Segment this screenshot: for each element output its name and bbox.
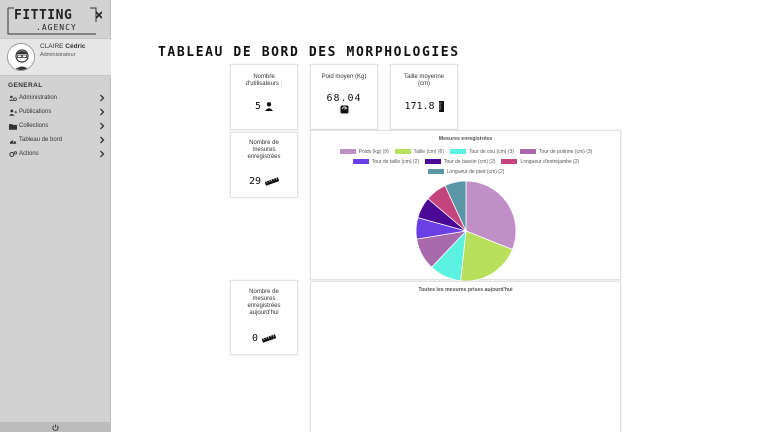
chevron-right-icon [99, 150, 105, 158]
sidebar [0, 0, 111, 432]
legend-label: Longueur d'entrejambe (2) [520, 158, 580, 165]
card-average-weight [310, 64, 378, 130]
chart-legend [331, 148, 601, 178]
legend-label: Poids (kg) (9) [358, 148, 389, 155]
legend-swatch [520, 149, 536, 154]
card-value: 29 [231, 176, 297, 187]
user-profile[interactable] [0, 38, 111, 76]
pie-chart [411, 176, 521, 286]
sidebar-item-label: Actions [19, 151, 39, 157]
legend-label: Taille (cm) (6) [413, 148, 444, 155]
card-value: 68.04 [311, 93, 377, 114]
sidebar-item-label: Tableau de bord [19, 137, 63, 143]
user-name: CLAIRE Cédric [40, 43, 86, 50]
legend-item[interactable] [353, 158, 419, 165]
user-role: Administrateur [40, 52, 76, 58]
sidebar-item-administration[interactable] [0, 91, 111, 105]
chevron-right-icon [99, 136, 105, 144]
ruler-vertical-icon [439, 101, 444, 112]
user-icon [265, 102, 273, 111]
legend-item[interactable] [395, 148, 444, 155]
legend-label: Tour de taille (cm) (2) [371, 158, 420, 165]
sidebar-item-label: Collections [19, 123, 49, 129]
legend-swatch [428, 169, 444, 174]
users-cog-icon [8, 94, 17, 102]
card-average-height [390, 64, 458, 130]
page-title: TABLEAU DE BORD DES MORPHOLOGIES [158, 45, 460, 60]
sidebar-item-actions[interactable] [0, 147, 111, 161]
power-icon [52, 424, 59, 431]
legend-swatch [501, 159, 517, 164]
card-value: 5 [231, 101, 297, 112]
logout-button[interactable] [0, 422, 111, 432]
panel-title: Toutes les mesures prises aujourd'hui [418, 287, 513, 293]
chevron-right-icon [99, 94, 105, 102]
legend-swatch [340, 149, 356, 154]
legend-item[interactable] [450, 148, 514, 155]
legend-label: Longueur de pied (cm) (2) [446, 168, 505, 175]
legend-item[interactable] [520, 148, 592, 155]
legend-item[interactable] [425, 158, 495, 165]
dashboard-icon [8, 136, 17, 144]
legend-label: Tour de cou (cm) (3) [468, 148, 514, 155]
fitting-agency-logo[interactable] [6, 4, 102, 38]
avatar[interactable] [7, 43, 35, 71]
sidebar-item-publications[interactable] [0, 105, 111, 119]
nav-section-general: GENERAL [8, 82, 43, 89]
sidebar-item-collections[interactable] [0, 119, 111, 133]
ruler-icon [262, 334, 276, 343]
sidebar-item-label: Administration [19, 95, 58, 101]
card-label: Nombre de mesures enregistrées aujourd'hui [247, 289, 281, 316]
folder-icon [8, 122, 17, 130]
ruler-icon [265, 177, 279, 186]
legend-item[interactable] [340, 148, 389, 155]
card-today-measure-count [230, 280, 298, 355]
legend-item[interactable] [428, 168, 505, 175]
card-user-count [230, 64, 298, 130]
svg-text:.AGENCY: .AGENCY [36, 23, 77, 32]
chart-title: Mesures enregistrées [438, 136, 493, 142]
measures-pie-panel [310, 130, 621, 280]
legend-swatch [450, 149, 466, 154]
weight-icon [340, 105, 349, 114]
card-label: Taille moyenne (cm) [403, 74, 445, 87]
chevron-right-icon [99, 108, 105, 116]
svg-text:FITTING: FITTING [14, 8, 73, 23]
card-value: 0 [231, 333, 297, 344]
sidebar-item-label: Publications [19, 109, 52, 115]
legend-label: Tour de poitrine (cm) (3) [538, 148, 593, 155]
legend-item[interactable] [501, 158, 579, 165]
card-label: Nombre de mesures enregistrées [247, 140, 281, 160]
card-value: 171.8 [391, 101, 457, 112]
legend-label: Tour de bassin (cm) (2) [444, 158, 496, 165]
legend-swatch [353, 159, 369, 164]
card-measure-count [230, 132, 298, 198]
sidebar-item-dashboard[interactable] [0, 133, 111, 147]
chevron-right-icon [99, 122, 105, 130]
card-label: Nombre d'utilisateurs : [245, 74, 283, 87]
card-label: Poid moyen (Kg) [321, 74, 367, 80]
user-plus-icon [8, 108, 17, 116]
legend-swatch [425, 159, 441, 164]
cogs-icon [8, 150, 17, 158]
today-measures-panel [310, 281, 621, 432]
legend-swatch [395, 149, 411, 154]
